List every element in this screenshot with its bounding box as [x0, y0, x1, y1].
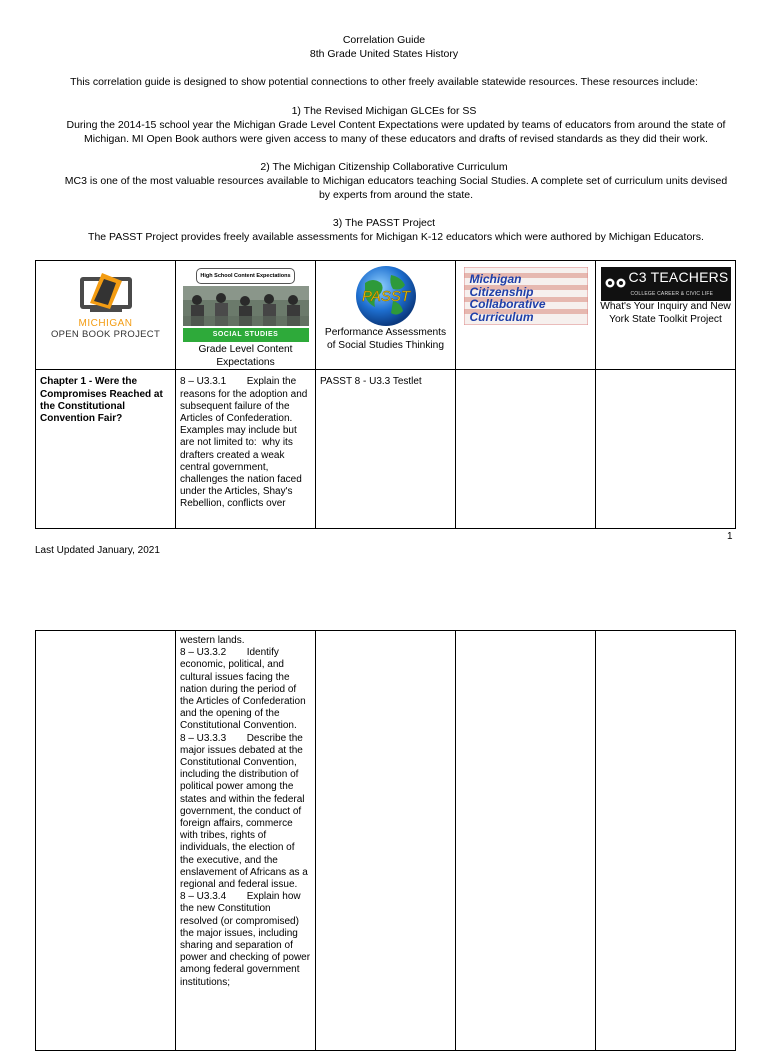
chapter-cell	[36, 631, 176, 1051]
resource-1-heading: 1) The Revised Michigan GLCEs for SS	[291, 105, 477, 117]
doc-subtitle: 8th Grade United States History	[309, 48, 459, 60]
logo-row	[36, 261, 736, 370]
glce-logo	[183, 268, 309, 342]
resource-3-heading: 3) The PASST Project	[332, 217, 436, 229]
passt-cell: PASST 8 - U3.3 Testlet	[316, 370, 456, 529]
michigan-open-book-logo	[41, 271, 171, 340]
c3-logo-subtext: COLLEGE CAREER & CIVIC LIFE	[630, 291, 714, 297]
c3-header-cell	[596, 261, 736, 370]
c3-logo-text: C3 TEACHERS	[628, 269, 729, 285]
mc3-cell	[456, 370, 596, 529]
owl-eyes-icon	[605, 276, 627, 290]
mc3-header-cell	[456, 261, 596, 370]
resource-2-heading: 2) The Michigan Citizenship Collaborative Curriculum	[260, 161, 508, 173]
c3-teachers-logo	[601, 267, 731, 301]
book-device-icon	[76, 271, 136, 315]
glce-cell: 8 – U3.3.1 Explain the reasons for the adoption and subsequent failure of the Articles of Confederation. Examples may include but are not limited to: why its drafters created a weak central government, challenges the nation faced under the Articles, Shay's Rebellion, conflicts over	[176, 370, 316, 529]
intro-text: This correlation guide is designed to show potential connections to other freely available statewide resources. These resources include:	[70, 76, 698, 88]
c3-cell	[596, 631, 736, 1051]
resource-2-body: MC3 is one of the most valuable resources available to Michigan educators teaching Social Studies. A complete set of curriculum units devised by experts from around the state.	[64, 175, 728, 201]
glce-caption: Grade Level Content Expectations	[198, 344, 293, 368]
resource-1-body: During the 2014-15 school year the Michigan Grade Level Content Expectations were updated by teams of educators from around the state of Michigan. MI Open Book authors were given access to many of these educators and drafts of revised standards as they did their work.	[66, 119, 726, 145]
passt-caption: Performance Assessments of Social Studies Thinking	[324, 327, 447, 351]
glce-cell: western lands. 8 – U3.3.2 Identify economic, political, and cultural issues facing the nation during the period of the Articles of Confederation and the opening of the Constitutional Convention. 8 – U3.3.3 Describe the major issues debated at the Constitutional Convention, including the distribution of political power among the states and within the federal government, the conduct of foreign affairs, commerce with tribes, rights of individuals, the election of the executive, and the enslavement of Africans as a regional and federal issue. 8 – U3.3.4 Explain how the new Constitution resolved (or compromised) the major issues, including sharing and separation of power and checking of power among federal government institutions;	[176, 631, 316, 1051]
table-row	[36, 370, 736, 529]
mobp-header-cell	[36, 261, 176, 370]
social-studies-bar: SOCIAL STUDIES	[183, 328, 309, 342]
passt-globe-logo	[353, 265, 419, 327]
glce-banner: High School Content Expectations	[196, 268, 294, 284]
c3-caption: What's Your Inquiry and New York State Toolkit Project	[600, 301, 731, 325]
students-photo-icon	[183, 286, 309, 326]
resource-3-body: The PASST Project provides freely available assessments for Michigan K-12 educators which were authored by Michigan Educators.	[88, 231, 704, 243]
mc3-logo	[464, 267, 588, 325]
mobp-line1: MICHIGAN	[78, 318, 133, 330]
chapter-cell: Chapter 1 - Were the Compromises Reached at the Constitutional Convention Fair?	[36, 370, 176, 529]
glce-header-cell	[176, 261, 316, 370]
page-number: 1	[727, 531, 733, 542]
correlation-table	[35, 260, 736, 529]
table-row	[36, 631, 736, 1051]
doc-title: Correlation Guide	[342, 34, 426, 46]
page-2	[0, 600, 768, 1024]
last-updated: Last Updated January, 2021	[35, 545, 160, 556]
passt-cell	[316, 631, 456, 1051]
mc3-logo-text: Michigan Citizenship Collaborative Curriculum	[469, 272, 546, 324]
mobp-line2: OPEN BOOK PROJECT	[50, 329, 161, 341]
mc3-cell	[456, 631, 596, 1051]
passt-header-cell	[316, 261, 456, 370]
c3-cell	[596, 370, 736, 529]
correlation-table-continued	[35, 630, 736, 1051]
passt-logo-text: PASST	[361, 288, 410, 305]
